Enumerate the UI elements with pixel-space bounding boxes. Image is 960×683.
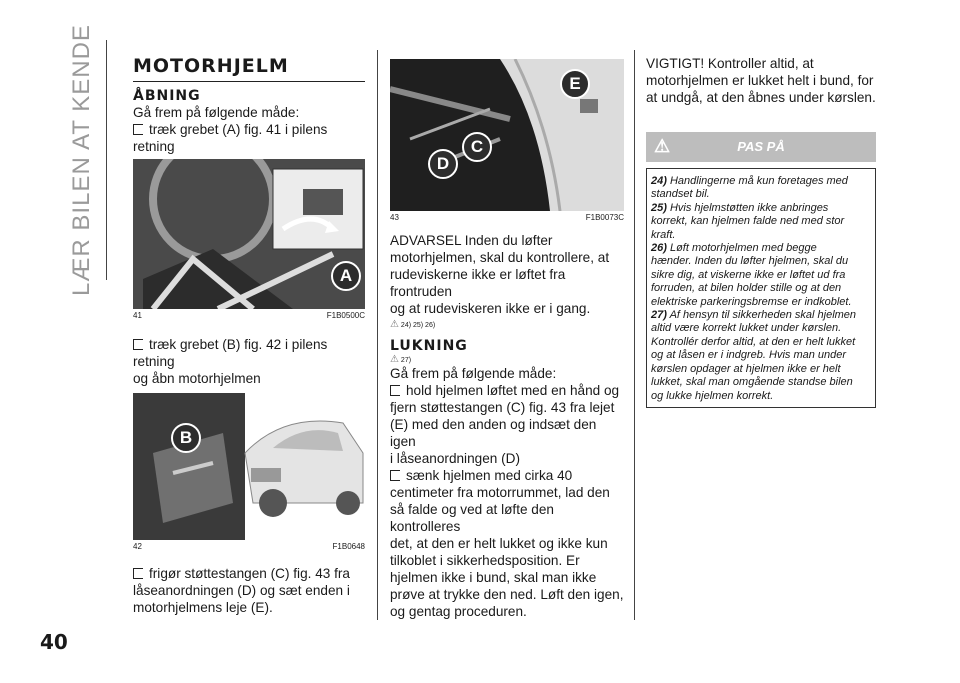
column-3 (646, 55, 878, 106)
closing-step-2-line-3: så falde og ved at løfte den kontrolleres (390, 502, 554, 534)
figure-41-number: 41 (133, 311, 142, 320)
note-26-num: 26) (651, 242, 667, 255)
note-24-num: 24) (651, 175, 667, 187)
note-26-line-4: forruden, at bilen holder stille og at den (651, 282, 842, 295)
figure-43-code: F1B0073C (585, 213, 624, 222)
note-27 (651, 309, 871, 321)
figure-43-label-d: D (428, 149, 458, 179)
side-title-text: LÆR BILEN AT KENDE (68, 24, 95, 296)
column-divider-2 (634, 50, 635, 620)
closing-refs (390, 354, 624, 365)
closing-step-1-line-4: i låseanordningen (D) (390, 451, 520, 466)
opening-step-2-line-2: og åbn motorhjelmen (133, 371, 261, 386)
opening-step-1: træk grebet (A) fig. 41 i pilens retning (133, 121, 365, 155)
pas-title: PAS PÅ (737, 139, 785, 154)
closing-step-2-line-4: det, at den er helt lukket og ikke kun (390, 536, 608, 551)
column-divider-1 (377, 50, 378, 620)
note-25-line-1: Hvis hjelmstøtten ikke anbringes (669, 201, 829, 214)
note-25-line-3: kraft. (651, 228, 676, 241)
warning-line-3: rudeviskerne ikke er løftet fra frontruden (390, 267, 566, 299)
note-27-num: 27) (651, 309, 667, 322)
closing-step-1-line-1: hold hjelmen løftet med en hånd og (390, 382, 624, 399)
note-27-line-1: Af hensyn til sikkerheden skal hjelmen (669, 309, 857, 322)
figure-43-label-c: C (462, 132, 492, 162)
note-26-line-1: Løft motorhjelmen med begge (669, 242, 817, 255)
figure-43-label-e: E (560, 69, 590, 99)
closing-intro: Gå frem på følgende måde: (390, 366, 557, 381)
title-rule (133, 81, 365, 82)
figure-41-label-a: A (331, 261, 361, 291)
side-divider (106, 40, 107, 280)
closing-refs-text: 27) (400, 357, 412, 364)
note-25-line-2: korrekt, kan hjelmen falde ned med stor (651, 215, 845, 228)
figure-41 (133, 159, 365, 309)
closing-step-2-line-6: hjelmen ikke i bund, skal man ikke (390, 570, 597, 585)
note-26-line-2: hænder. Inden du løfter hjelmen, skal du (651, 255, 849, 268)
closing-step-2-line-7: prøve at trykke den ned. Løft den igen, (390, 587, 624, 602)
closing-step-2-line-5: tilkoblet i sikkerhedsposition. Er (390, 553, 580, 568)
note-26 (651, 242, 871, 254)
note-24-line-2: standset bil. (651, 188, 710, 201)
figure-42-illustration (133, 393, 365, 540)
figure-43-number: 43 (390, 213, 399, 222)
opening-step-3 (133, 565, 365, 616)
important-line-1: VIGTIGT! Kontroller altid, at (646, 56, 814, 71)
page-number: 40 (40, 630, 68, 654)
important-line-2: motorhjelmen er lukket helt i bund, for (646, 73, 874, 88)
opening-step-3-line-1: frigør støttestangen (C) fig. 43 fra (133, 565, 365, 582)
note-24-line-1: Handlingerne må kun foretages med (669, 175, 848, 187)
closing-step-2-line-8: og gentag proceduren. (390, 604, 527, 619)
opening-step-2-line-1: træk grebet (B) fig. 42 i pilens retning (133, 337, 328, 369)
note-26-line-5: elektriske parkeringsbremse er indkoblet. (651, 295, 852, 308)
pas-paa-header (646, 132, 876, 162)
figure-42 (133, 393, 365, 540)
page-title: MOTORHJELM (133, 55, 289, 77)
pas-paa-notes (646, 168, 876, 408)
note-25-num: 25) (651, 201, 667, 214)
figure-42-code: F1B0648 (332, 542, 365, 551)
note-27-line-2: altid være korrekt lukket under kørslen. (651, 322, 842, 335)
note-24 (651, 175, 871, 187)
column-1 (133, 55, 365, 616)
note-25 (651, 202, 871, 214)
opening-intro: Gå frem på følgende måde: (133, 105, 300, 120)
side-section-title (62, 24, 102, 296)
closing-step-2 (390, 467, 624, 620)
note-27-line-4: og at låsen er i indgreb. Hvis man under (651, 349, 847, 362)
closing-triangle-icon: ⚠ (390, 354, 399, 365)
note-27-line-3: Kontrollér derfor altid, at den er helt lukket (651, 335, 856, 348)
figure-41-illustration (133, 159, 365, 309)
pas-warning-icon: ⚠ (654, 136, 671, 156)
note-27-line-6: lukket, skal man omgående standse bilen (651, 376, 853, 389)
closing-step-2-line-2: centimeter fra motorrummet, lad den (390, 485, 610, 500)
warning-triangle-icon: ⚠ (390, 319, 399, 330)
figure-41-code: F1B0500C (326, 311, 365, 320)
warning-line-1: ADVARSEL Inden du løfter (390, 233, 553, 248)
section-opening-title: ÅBNING (133, 88, 201, 104)
warning-refs-text: 24) 25) 26) (400, 322, 436, 329)
closing-step-2-line-1: sænk hjelmen med cirka 40 (390, 467, 624, 484)
important-line-3: at undgå, at den åbnes under kørslen. (646, 90, 876, 105)
opening-step-2 (133, 336, 365, 370)
section-closing-title: LUKNING (390, 338, 468, 354)
figure-42-caption (133, 542, 365, 551)
warning-refs (390, 319, 624, 330)
column-2 (390, 55, 624, 620)
closing-step-1 (390, 382, 624, 467)
opening-step-3-line-2: låseanordningen (D) og sæt enden i (133, 583, 350, 598)
figure-42-number: 42 (133, 542, 142, 551)
figure-43-caption (390, 213, 624, 222)
opening-step-3-line-3: motorhjelmens leje (E). (133, 600, 273, 615)
warning-paragraph (390, 232, 624, 317)
figure-42-label-b: B (171, 423, 201, 453)
figure-41-caption (133, 311, 365, 320)
note-27-line-7: og lukke hjelmen korrekt. (651, 389, 774, 402)
figure-43 (390, 59, 624, 211)
closing-step-1-line-3: (E) med den anden og indsæt den igen (390, 417, 597, 449)
closing-step-1-line-2: fjern støttestangen (C) fig. 43 fra lejet (390, 400, 615, 415)
warning-line-4: og at rudeviskeren ikke er i gang. (390, 301, 591, 316)
note-27-line-5: kørslen opdager at hjelmen ikke er helt (651, 362, 841, 375)
note-26-line-3: sikre dig, at viskerne ikke er løftet ud fra (651, 268, 846, 281)
warning-line-2: motorhjelmen, skal du kontrollere, at (390, 250, 610, 265)
